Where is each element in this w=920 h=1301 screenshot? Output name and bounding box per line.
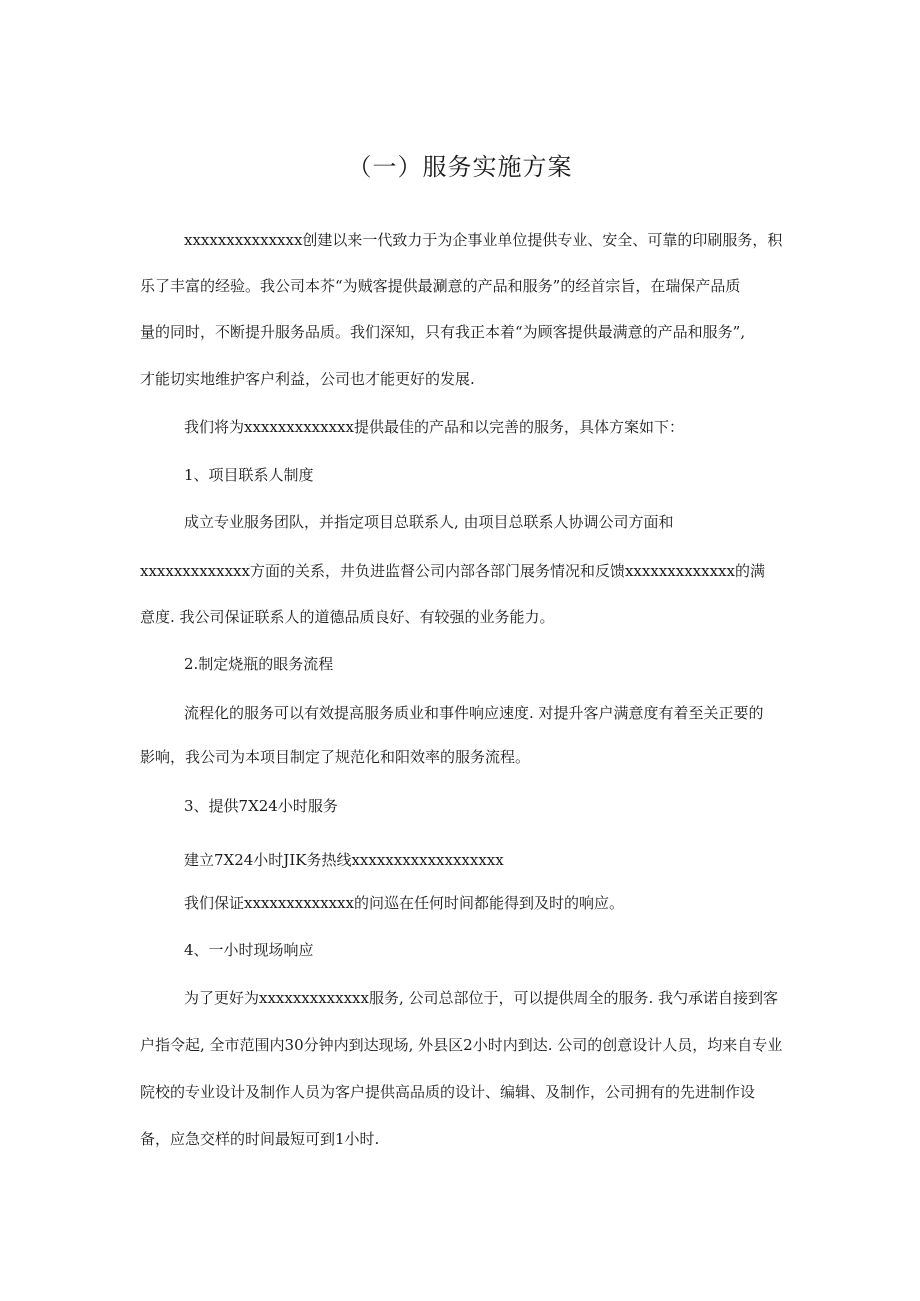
intro-line-1: xxxxxxxxxxxxxx创建以来一代致力于为企事业单位提供专业、安全、可靠的印刷服务，积 xyxy=(184,231,783,249)
intro-line-2: 乐了丰富的经验。我公司本芥“为贼客提供最涮意的产品和服务”的经首宗旨，在瑞保产品质 xyxy=(140,277,741,295)
intro-line-4: 才能切实地维护客户利益，公司也才能更好的发展. xyxy=(140,370,475,388)
section-3-line-2: 我们保证xxxxxxxxxxxxx的问巡在任何时间都能得到及时的响应。 xyxy=(184,894,624,912)
section-4-line-3: 院校的专业设计及制作人员为客户提供高品质的设计、编辑、及制作，公司拥有的先进制作设 xyxy=(140,1083,756,1101)
page-title: （一）服务实施方案 xyxy=(347,153,573,181)
section-2-line-2: 影响，我公司为本项目制定了规范化和阳效率的服务流程。 xyxy=(140,748,531,766)
section-4-line-1: 为了更好为xxxxxxxxxxxxx服务, 公司总部位于，可以提供周全的服务. 我勺承诺自接到客 xyxy=(184,989,779,1007)
section-4-line-4: 备，应急交样的时间最短可到1小时. xyxy=(140,1130,380,1148)
section-1-line-3: 意度. 我公司保证联系人的道德品质良好、有较强的业务能力。 xyxy=(140,608,555,626)
section-2-title: 2.制定烧瓶的眼务流程 xyxy=(184,655,334,673)
section-4-line-2: 户指令起, 全市范围内30分钟内到达现场, 外县区2小时内到达. 公司的创意设计人员，均来自专业 xyxy=(140,1036,783,1054)
section-1-line-1: 成立专业服务团队，并指定项目总联系人, 由项目总联系人协调公司方面和 xyxy=(184,513,674,531)
section-2-line-1: 流程化的服务可以有效提高服务质业和事件响应速度. 对提升客户满意度有着至关正要的 xyxy=(184,704,764,722)
section-1-line-2: xxxxxxxxxxxxx方面的关系，井负进监督公司内部各部门展务情况和反馈xxxxxxxxxxxxx的满 xyxy=(140,562,765,580)
section-3-title: 3、提供7X24小时服务 xyxy=(184,797,338,815)
section-1-title: 1、项目联系人制度 xyxy=(184,466,314,484)
intro-line-3: 量的同时，不断提升服务品质。我们深知，只有我正本着“为顾客提供最满意的产品和服务”, xyxy=(140,323,746,341)
section-3-line-1: 建立7X24小时JIK务热线xxxxxxxxxxxxxxxxxx xyxy=(184,851,504,869)
plan-intro: 我们将为xxxxxxxxxxxxx提供最佳的产品和以完善的服务，具体方案如下： xyxy=(184,418,684,436)
section-4-title: 4、一小时现场响应 xyxy=(184,941,314,959)
